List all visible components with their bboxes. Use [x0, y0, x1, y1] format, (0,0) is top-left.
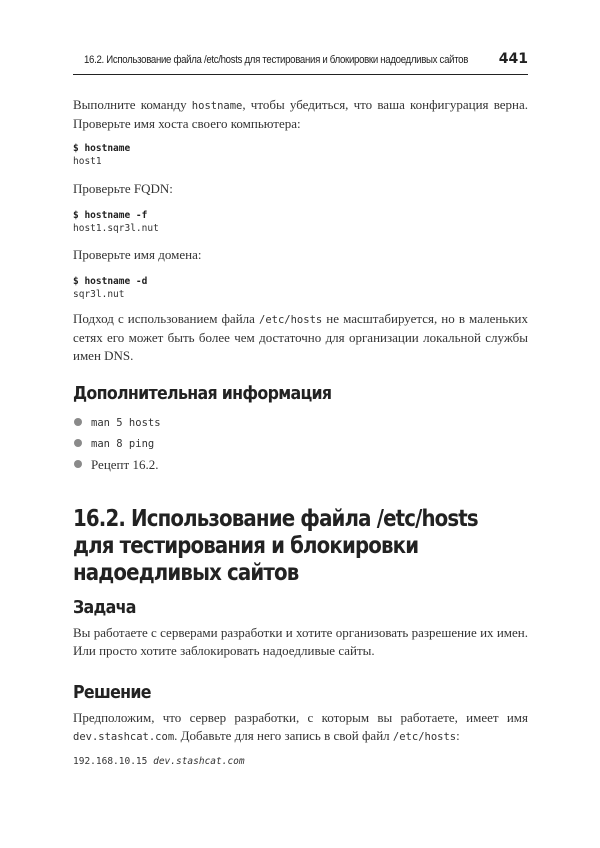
- code-command: $ hostname: [73, 143, 131, 154]
- text: . Добавьте для него запись в свой файл: [174, 728, 393, 743]
- paragraph-solution: [73, 709, 528, 746]
- text: не масштабируется, но в маленьких сетях его может быть более чем достаточно для организации локальной службы имен DNS.: [73, 311, 528, 363]
- code-output: host1.sqr3l.nut: [73, 223, 159, 234]
- inline-code: dev.stashcat.com: [73, 731, 175, 743]
- code-output: host1: [73, 156, 102, 167]
- code-block-fqdn: [73, 209, 528, 235]
- inline-code: /etc/hosts: [392, 731, 457, 743]
- paragraph-scalability: [73, 310, 528, 365]
- paragraph-hostname-check: [73, 96, 528, 133]
- heading-task: Задача: [73, 597, 136, 618]
- text: Предположим, что сервер разработки, с которым вы работаете, имеет имя: [73, 710, 528, 725]
- list-item-text: man 5 hosts: [91, 416, 161, 429]
- section-title-line: для тестирования и блокировки: [73, 533, 419, 559]
- code-output: sqr3l.nut: [73, 289, 125, 300]
- heading-solution: Решение: [73, 682, 151, 703]
- text: :: [456, 728, 460, 743]
- bullet-icon: [74, 439, 82, 447]
- section-title-line: надоедливых сайтов: [73, 560, 299, 586]
- paragraph-fqdn: Проверьте FQDN:: [73, 181, 173, 196]
- list-item: [73, 454, 528, 475]
- text: Подход с использованием файла: [73, 311, 259, 326]
- inline-code: hostname: [191, 100, 243, 112]
- additional-info-list: [73, 412, 528, 475]
- page-number: 441: [498, 51, 528, 67]
- list-item: [73, 412, 528, 433]
- code-block-hostname: [73, 142, 528, 168]
- list-item-text: man 8 ping: [91, 437, 155, 450]
- text: Выполните команду: [73, 97, 192, 112]
- paragraph-task: Вы работаете с серверами разработки и хотите организовать разрешение их имен. Или просто хотите заблокировать надоедливые сайты.: [73, 625, 528, 658]
- inline-code: /etc/hosts: [259, 314, 323, 326]
- code-hostname: dev.stashcat.com: [153, 756, 245, 767]
- code-block-domain: [73, 275, 528, 301]
- paragraph-domain: Проверьте имя домена:: [73, 247, 202, 262]
- running-title: 16.2. Использование файла /etc/hosts для тестирования и блокировки надоедливых сайтов: [84, 54, 469, 66]
- list-item: [73, 433, 528, 454]
- section-title-line: 16.2. Использование файла /etc/hosts: [73, 506, 478, 532]
- bullet-icon: [74, 460, 82, 468]
- heading-additional-info: Дополнительная информация: [73, 383, 332, 404]
- section-title: [73, 506, 478, 587]
- code-ip: 192.168.10.15: [73, 756, 148, 767]
- code-command: $ hostname -f: [73, 210, 148, 221]
- code-command: $ hostname -d: [73, 276, 148, 287]
- code-block-hosts-entry: [73, 755, 528, 768]
- bullet-icon: [74, 418, 82, 426]
- running-header: [73, 50, 528, 75]
- text: , чтобы убедиться, что ваша конфигурация верна. Проверьте имя хоста своего компьютера:: [73, 97, 529, 131]
- list-item-text: Рецепт 16.2.: [91, 456, 159, 472]
